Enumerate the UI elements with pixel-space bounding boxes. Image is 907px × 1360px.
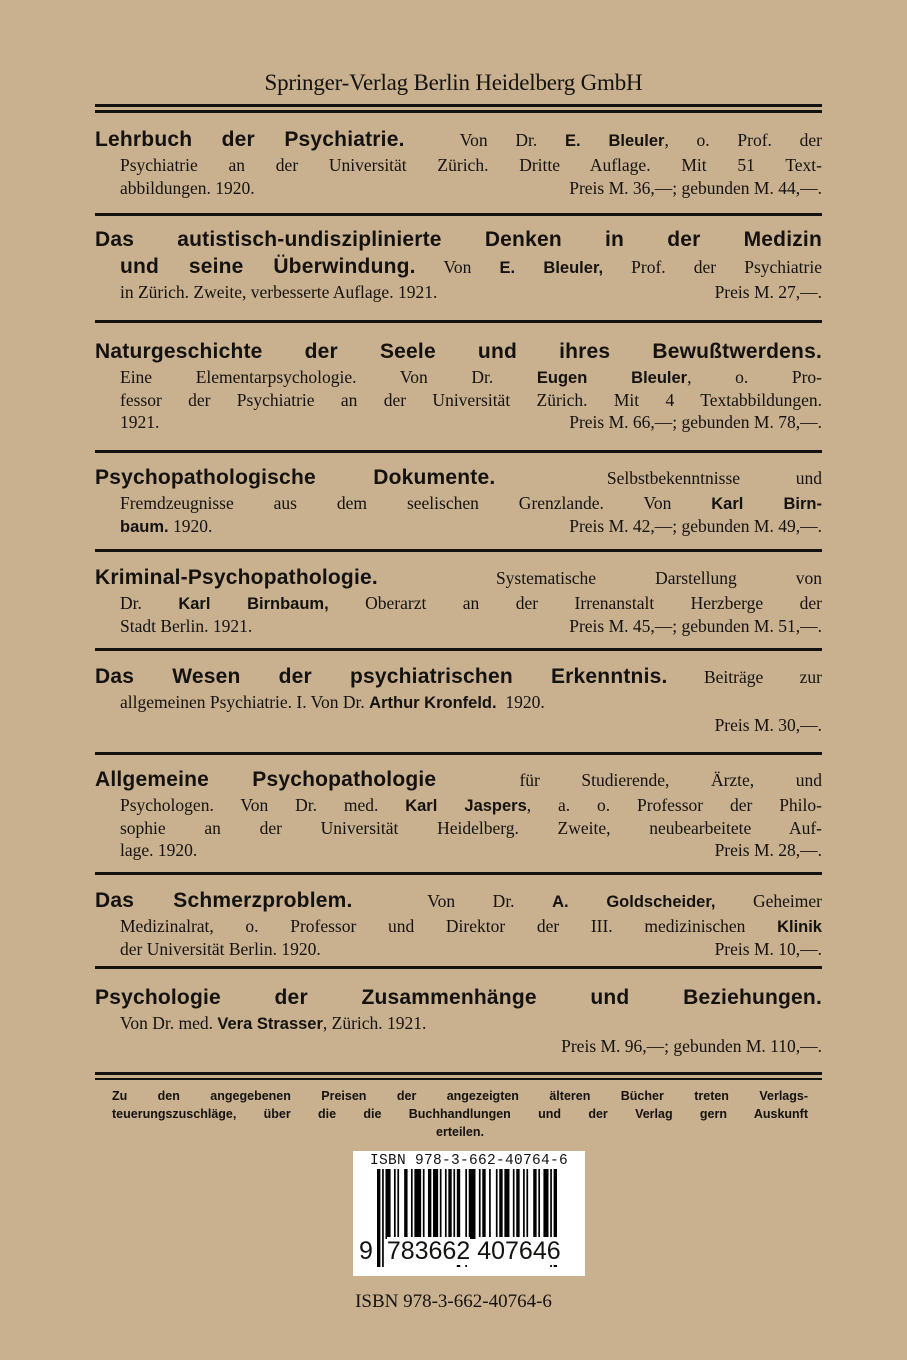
barcode-bar [448,1169,451,1239]
book-title: Das autistisch-undisziplinierte Denken in der Medizin [95,228,822,251]
entry-description: Psychologen. Von Dr. med. [120,795,406,815]
barcode-bar [513,1169,515,1239]
entry-description: Von [415,257,500,277]
entry-text [120,255,822,279]
entry-description: 1921. [120,412,160,432]
entry-line [95,493,822,516]
barcode-digit-group: 783662 [386,1237,471,1265]
barcode-bar [404,1169,407,1239]
book-entry [95,466,822,538]
entry-line [95,715,822,738]
book-title: Naturgeschichte der Seele und ihres Bewußtwerdens. [95,340,822,363]
book-price: Preis M. 66,—; gebunden M. 78,—. [569,412,822,432]
entry-description: Geheimer [715,891,822,911]
entry-line [95,367,822,390]
entry-description: Fremdzeugnisse aus dem seelischen Grenzlande. Von [120,493,712,513]
entry-line [95,566,822,593]
separator-rule [95,752,822,755]
entry-text [120,939,321,960]
book-entry [95,665,822,737]
author-name: Karl Birn- [711,495,822,513]
entry-text [95,466,822,490]
author-name: Klinik [777,918,822,936]
entry-description: , a. o. Professor der Philo- [526,795,822,815]
entry-description: Von Dr. [404,130,565,150]
entry-text [120,916,822,937]
barcode-bar [538,1169,540,1239]
entry-description: Psychiatrie an der Universität Zürich. Dritte Auflage. Mit 51 Text- [120,155,822,175]
barcode-bar [428,1169,431,1239]
entry-description: , o. Prof. der [664,130,822,150]
isbn-text: ISBN 978-3-662-40764-6 [355,1291,552,1312]
barcode-bar [482,1169,485,1239]
entry-description: abbildungen. 1920. [120,177,255,198]
book-price: Preis M. 36,—; gebunden M. 44,—. [569,177,822,198]
note-line: Zu den angegebenen Preisen der angezeigten älteren Bücher treten Verlags- [112,1089,808,1103]
book-price: Preis M. 42,—; gebunden M. 49,—. [569,515,822,536]
entry-text [120,593,822,614]
author-name: A. Goldscheider, [552,893,716,911]
entry-description: 1920. [496,692,545,712]
barcode-bar [543,1169,548,1239]
entry-line [95,516,822,539]
separator-rule [95,450,822,453]
book-title: Das Schmerzproblem. [95,889,353,912]
entry-description: Prof. der Psychiatrie [603,257,822,277]
entry-description: Systematische Darstellung von [377,568,822,588]
entry-text [120,367,822,388]
book-entry [95,228,822,305]
separator-rule [95,872,822,875]
price-note [112,1087,808,1141]
book-entry [95,768,822,863]
barcode-bar [411,1169,413,1239]
entry-line [95,665,822,692]
entry-description: allgemeinen Psychiatrie. I. Von Dr. [120,692,370,712]
author-name: Arthur Kronfeld. [369,694,497,712]
entry-text [120,795,822,816]
entry-text [120,1013,426,1034]
entry-text [120,818,822,839]
entry-line [95,1036,822,1059]
entry-line [95,818,822,841]
book-entry [95,340,822,435]
barcode-bar [445,1169,447,1239]
entry-text [120,493,822,514]
separator-rule [95,549,822,552]
book-title: Das Wesen der psychiatrischen Erkenntnis. [95,665,668,688]
entry-line [95,986,822,1013]
book-entry [95,566,822,638]
book-price: Preis M. 28,—. [714,840,822,860]
separator-rule [95,213,822,216]
entry-text [95,340,822,364]
entry-text [120,390,822,411]
barcode-digits [359,1237,579,1266]
barcode-isbn-label: ISBN 978-3-662-40764-6 [369,1153,569,1169]
entry-line [95,228,822,255]
header-rule [95,104,822,107]
entry-text [120,840,197,861]
footer-rule [95,1078,822,1080]
entry-line [95,155,822,178]
isbn-barcode [353,1151,585,1276]
book-title: Psychopathologische Dokumente. [95,466,496,489]
entry-text [95,768,822,792]
author-name: baum. [120,517,169,536]
entry-description: in Zürich. Zweite, verbesserte Auflage. 1921. [120,282,438,302]
entry-description: Eine Elementarpsychologie. Von Dr. [120,367,537,387]
book-title: Kriminal-Psychopathologie. [95,566,378,589]
entry-description: Von Dr. med. [120,1013,218,1033]
entry-text [120,155,822,176]
book-price: Preis M. 27,—. [714,282,822,302]
entry-description: Selbstbekenntnisse und [495,468,822,488]
entry-line [95,178,822,201]
entry-description: Von Dr. [352,891,553,911]
entry-description: Oberarzt an der Irrenanstalt Herzberge der [328,593,822,613]
book-title: Psychologie der Zusammenhänge und Beziehungen. [95,986,822,1009]
entry-description: , o. Pro- [687,367,822,387]
book-entry [95,986,822,1058]
entry-line [95,466,822,493]
barcode-bar [504,1169,509,1239]
barcode-bar [523,1169,525,1239]
note-line: teuerungszuschläge, über die die Buchhandlungen und der Verlag gern Auskunft [112,1107,808,1121]
entry-description: für Studierende, Ärzte, und [436,770,822,790]
barcode-bar [533,1169,536,1239]
barcode-bar [453,1169,455,1239]
author-name: Eugen Bleuler [536,369,688,387]
footer-rule [95,1072,822,1075]
entry-line [95,340,822,367]
header-rule [95,110,822,113]
barcode-bar [397,1169,399,1239]
barcode-bar [385,1169,390,1239]
book-title: und seine Überwindung. [120,255,416,278]
book-price: Preis M. 96,—; gebunden M. 110,—. [561,1035,822,1056]
entry-description: Beiträge zur [667,667,823,687]
barcode-bar [414,1169,421,1239]
barcode-digit-prefix: 9 [359,1237,373,1265]
book-entry [95,889,822,961]
entry-line [95,768,822,795]
entry-text [95,228,822,252]
entry-line [95,255,822,282]
entry-line [95,840,822,863]
entry-line [95,128,822,155]
author-name: E. Bleuler [564,132,665,150]
entry-line [95,795,822,818]
entry-text [95,986,822,1010]
book-price: Preis M. 45,—; gebunden M. 51,—. [569,615,822,636]
entry-description: Dr. [120,593,179,613]
entry-line [95,616,822,639]
separator-rule [95,648,822,651]
author-name: E. Bleuler, [499,259,604,277]
entry-line [95,916,822,939]
barcode-bar [526,1169,528,1239]
entry-line [95,692,822,715]
entry-line [95,593,822,616]
barcode-bar [499,1169,502,1239]
entry-text [120,412,159,433]
book-price: Preis M. 30,—. [714,714,822,735]
entry-description: , Zürich. 1921. [322,1013,427,1033]
entry-text [95,889,822,913]
book-entry [95,128,822,200]
barcode-bar [496,1169,498,1239]
note-line: erteilen. [436,1125,484,1139]
entry-text [120,178,255,199]
entry-description: der Universität Berlin. 1920. [120,938,321,959]
author-name: Vera Strasser [217,1015,323,1033]
entry-description: 1920. [168,515,213,536]
entry-line [95,412,822,435]
barcode-bar [440,1169,442,1239]
barcode-bar [516,1169,519,1239]
entry-text [95,566,822,590]
entry-line [95,282,822,305]
book-price: Preis M. 10,—. [714,938,822,959]
author-name: Karl Birnbaum, [178,595,329,613]
barcode-bar [489,1169,491,1239]
entry-line [95,889,822,916]
barcode-digit-group: 407646 [477,1237,561,1265]
entry-line [95,939,822,962]
publisher-name: Springer-Verlag Berlin Heidelberg GmbH [264,70,643,95]
entry-description: lage. 1920. [120,840,198,860]
entry-text [120,616,252,637]
entry-text [120,516,212,537]
barcode-bar [479,1169,481,1239]
entry-line [95,390,822,413]
barcode-bar [423,1169,425,1239]
entry-description: Stadt Berlin. 1921. [120,615,253,636]
author-name: Karl Jaspers [405,797,527,815]
book-title: Lehrbuch der Psychiatrie. [95,128,405,151]
entry-text [120,282,437,303]
book-title: Allgemeine Psychopathologie [95,768,437,791]
entry-text [95,665,822,689]
entry-text [120,692,545,713]
separator-rule [95,320,822,323]
entry-description: Medizinalrat, o. Professor und Direktor der III. medizinischen [120,916,778,936]
separator-rule [95,966,822,969]
barcode-bar [469,1169,476,1239]
entry-line [95,1013,822,1036]
barcode-bar [394,1169,396,1239]
barcode-bar [433,1169,438,1239]
entry-text [95,128,822,152]
entry-description: fessor der Psychiatrie an der Universität Zürich. Mit 4 Textabbildungen. [120,389,822,410]
entry-description: sophie an der Universität Heidelberg. Zweite, neubearbeitete Auf- [120,817,822,838]
